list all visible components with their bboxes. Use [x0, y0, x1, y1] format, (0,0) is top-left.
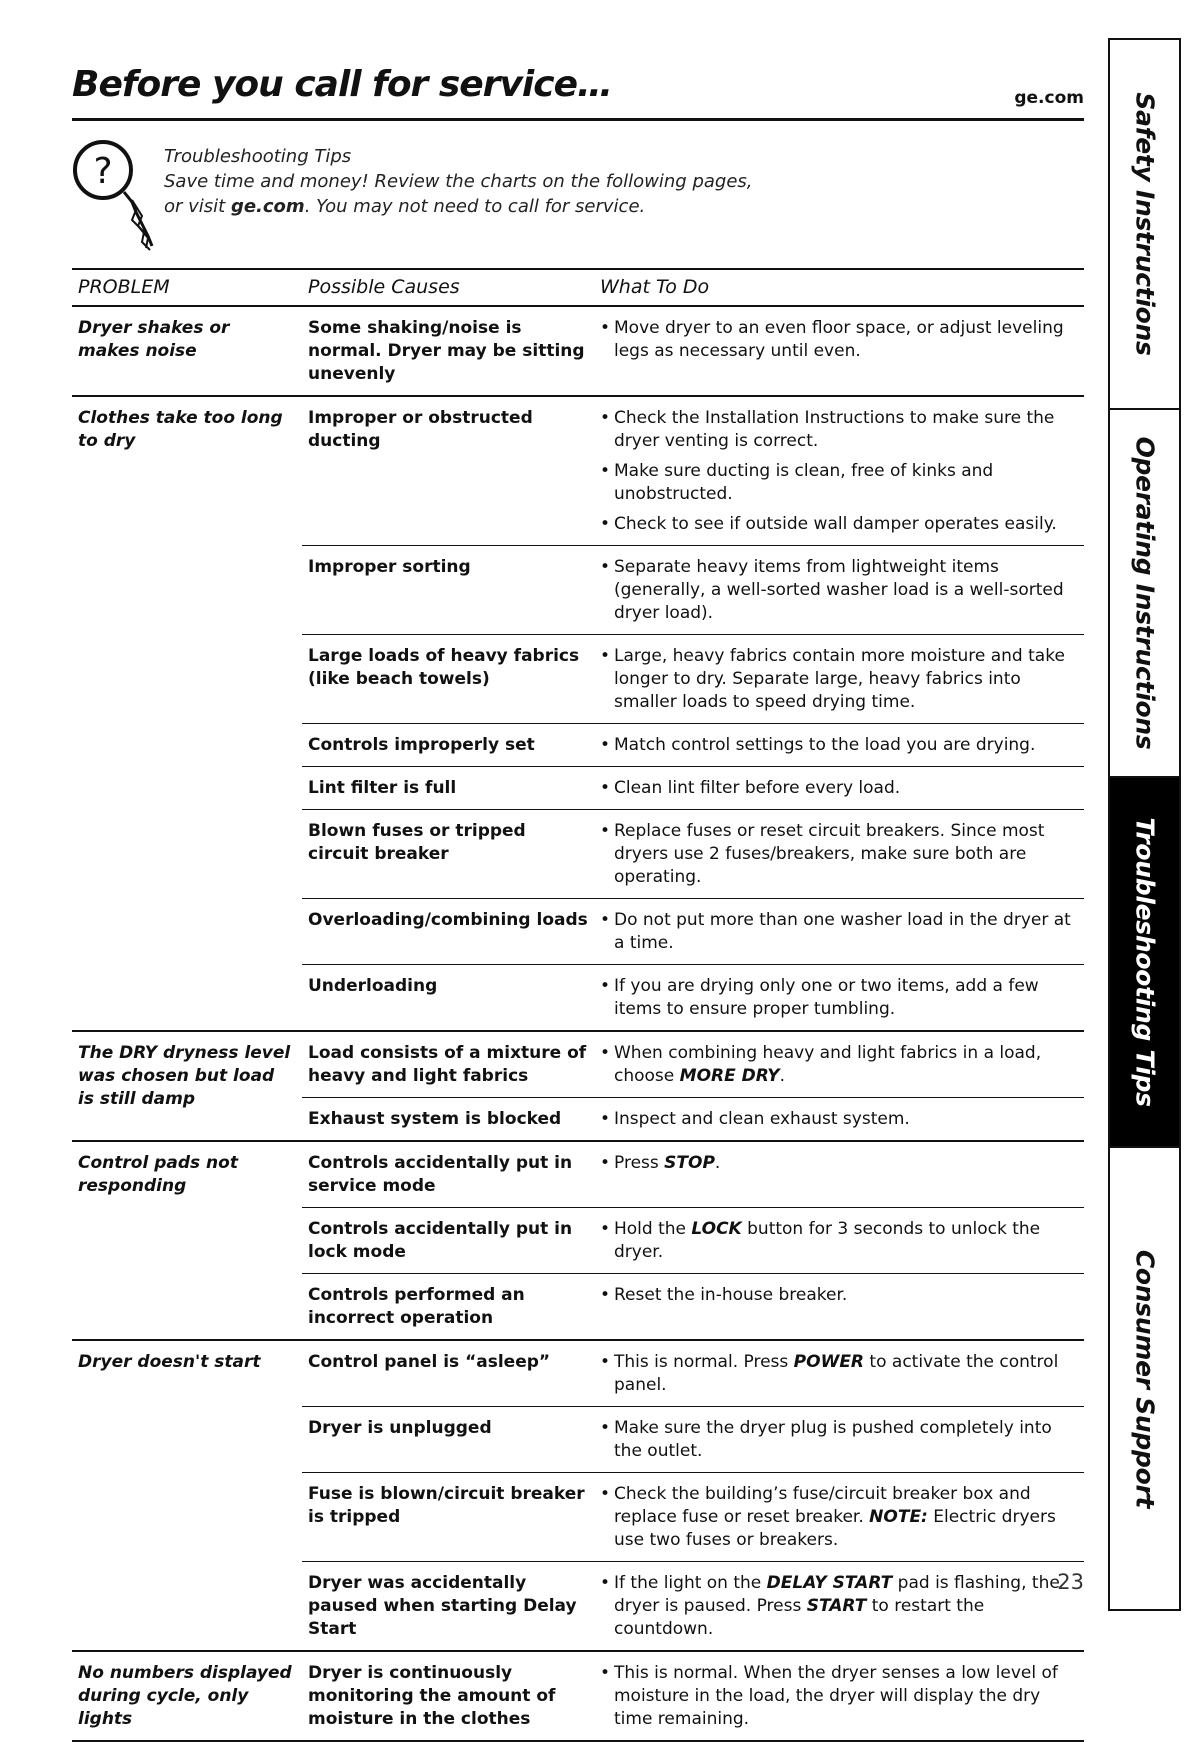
action-bullet: • This is normal. Press POWER to activate the control panel. — [600, 1351, 1078, 1397]
action-bullet: • Check to see if outside wall damper operates easily. — [600, 513, 1078, 536]
table-row — [72, 1141, 1084, 1208]
problem-cell: The DRY dryness level was chosen but load is still damp — [72, 1031, 302, 1141]
what-to-do-cell — [594, 546, 1084, 635]
what-to-do-cell — [594, 306, 1084, 396]
table-row — [72, 1651, 1084, 1741]
page-title: Before you call for service… — [72, 64, 613, 105]
tab-operating-instructions[interactable] — [1110, 410, 1179, 778]
action-bullet: • This is normal. When the dryer senses a low level of moisture in the load, the dryer will display the dry time remaining. — [600, 1662, 1078, 1731]
action-bullet: • If the light on the DELAY START pad is flashing, the dryer is paused. Press START to restart the countdown. — [600, 1572, 1078, 1641]
tips-site-link[interactable]: ge.com — [230, 196, 305, 217]
troubleshooting-table — [72, 268, 1084, 1742]
action-bullet: • Hold the LOCK button for 3 seconds to unlock the dryer. — [600, 1218, 1078, 1264]
tips-heading: Troubleshooting Tips — [164, 146, 352, 167]
cause-cell: Exhaust system is blocked — [302, 1098, 594, 1142]
action-bullet: • Replace fuses or reset circuit breakers. Since most dryers use 2 fuses/breakers, make sure both are operating. — [600, 820, 1078, 889]
tab-label: Safety Instructions — [1130, 92, 1159, 356]
cause-cell: Controls accidentally put in service mode — [302, 1141, 594, 1208]
what-to-do-cell — [594, 810, 1084, 899]
header-causes: Possible Causes — [302, 269, 594, 306]
tips-line-2: or visit ge.com. You may not need to call for service. — [164, 196, 646, 217]
page-number: 23 — [1057, 1570, 1084, 1594]
what-to-do-cell — [594, 767, 1084, 810]
cause-cell: Control panel is “asleep” — [302, 1340, 594, 1407]
what-to-do-cell — [594, 1098, 1084, 1142]
cause-cell: Load consists of a mixture of heavy and light fabrics — [302, 1031, 594, 1098]
problem-cell: Dryer shakes or makes noise — [72, 306, 302, 396]
action-bullet: • Check the building’s fuse/circuit breaker box and replace fuse or reset breaker. NOTE: Electric dryers use two fuses or breakers. — [600, 1483, 1078, 1552]
what-to-do-cell — [594, 1407, 1084, 1473]
problem-cell: No numbers displayed during cycle, only lights — [72, 1651, 302, 1741]
what-to-do-cell — [594, 1473, 1084, 1562]
what-to-do-cell — [594, 1141, 1084, 1208]
action-bullet: • Make sure the dryer plug is pushed completely into the outlet. — [600, 1417, 1078, 1463]
what-to-do-cell — [594, 396, 1084, 546]
cause-cell: Improper or obstructed ducting — [302, 396, 594, 546]
table-row — [72, 1340, 1084, 1407]
site-link[interactable]: ge.com — [1014, 88, 1084, 108]
tab-consumer-support[interactable] — [1110, 1148, 1179, 1609]
action-bullet: • Clean lint filter before every load. — [600, 777, 1078, 800]
tab-troubleshooting-tips[interactable] — [1110, 778, 1179, 1148]
cause-cell: Dryer is unplugged — [302, 1407, 594, 1473]
what-to-do-cell — [594, 965, 1084, 1032]
action-bullet: • Large, heavy fabrics contain more moisture and take longer to dry. Separate large, heavy fabrics into smaller loads to speed drying time. — [600, 645, 1078, 714]
problem-cell: Clothes take too long to dry — [72, 396, 302, 1031]
action-bullet: • When combining heavy and light fabrics in a load, choose MORE DRY. — [600, 1042, 1078, 1088]
cause-cell: Dryer was accidentally paused when starting Delay Start — [302, 1562, 594, 1652]
svg-text:?: ? — [93, 151, 113, 192]
side-tabs — [1108, 38, 1181, 1611]
tab-label: Consumer Support — [1130, 1249, 1159, 1508]
cause-cell: Underloading — [302, 965, 594, 1032]
action-bullet: • Do not put more than one washer load in the dryer at a time. — [600, 909, 1078, 955]
table-row — [72, 396, 1084, 546]
problem-cell: Dryer doesn't start — [72, 1340, 302, 1651]
cause-cell: Controls accidentally put in lock mode — [302, 1208, 594, 1274]
table-row — [72, 1031, 1084, 1098]
what-to-do-cell — [594, 635, 1084, 724]
what-to-do-cell — [594, 1274, 1084, 1341]
what-to-do-cell — [594, 1340, 1084, 1407]
tab-safety-instructions[interactable] — [1110, 40, 1179, 410]
header-what-to-do: What To Do — [594, 269, 1084, 306]
cause-cell: Controls performed an incorrect operation — [302, 1274, 594, 1341]
tips-text — [164, 144, 753, 219]
action-bullet: • Match control settings to the load you are drying. — [600, 734, 1078, 757]
what-to-do-cell — [594, 1031, 1084, 1098]
action-bullet: • Inspect and clean exhaust system. — [600, 1108, 1078, 1131]
question-mark-icon — [72, 140, 164, 260]
tab-label: Troubleshooting Tips — [1130, 817, 1159, 1107]
action-bullet: • Separate heavy items from lightweight items (generally, a well-sorted washer load is a well-sorted dryer load). — [600, 556, 1078, 625]
action-bullet: • Reset the in-house breaker. — [600, 1284, 1078, 1307]
action-bullet: • Make sure ducting is clean, free of kinks and unobstructed. — [600, 460, 1078, 506]
what-to-do-cell — [594, 1562, 1084, 1652]
tips-line-1: Save time and money! Review the charts on the following pages, — [164, 171, 753, 192]
table-header-row — [72, 269, 1084, 306]
what-to-do-cell — [594, 724, 1084, 767]
cause-cell: Improper sorting — [302, 546, 594, 635]
what-to-do-cell — [594, 1651, 1084, 1741]
cause-cell: Lint filter is full — [302, 767, 594, 810]
cause-cell: Large loads of heavy fabrics (like beach towels) — [302, 635, 594, 724]
action-bullet: • Check the Installation Instructions to make sure the dryer venting is correct. — [600, 407, 1078, 453]
header-problem: PROBLEM — [72, 269, 302, 306]
cause-cell: Fuse is blown/circuit breaker is tripped — [302, 1473, 594, 1562]
cause-cell: Dryer is continuously monitoring the amount of moisture in the clothes — [302, 1651, 594, 1741]
cause-cell: Overloading/combining loads — [302, 899, 594, 965]
troubleshooting-tips — [72, 140, 772, 260]
action-bullet: • If you are drying only one or two items, add a few items to ensure proper tumbling. — [600, 975, 1078, 1021]
title-rule — [72, 118, 1084, 121]
what-to-do-cell — [594, 1208, 1084, 1274]
cause-cell: Some shaking/noise is normal. Dryer may be sitting unevenly — [302, 306, 594, 396]
what-to-do-cell — [594, 899, 1084, 965]
action-bullet: • Move dryer to an even floor space, or adjust leveling legs as necessary until even. — [600, 317, 1078, 363]
cause-cell: Blown fuses or tripped circuit breaker — [302, 810, 594, 899]
table-row — [72, 306, 1084, 396]
action-bullet: • Press STOP. — [600, 1152, 1078, 1175]
problem-cell: Control pads not responding — [72, 1141, 302, 1340]
tab-label: Operating Instructions — [1130, 436, 1159, 750]
cause-cell: Controls improperly set — [302, 724, 594, 767]
table-body — [72, 306, 1084, 1741]
